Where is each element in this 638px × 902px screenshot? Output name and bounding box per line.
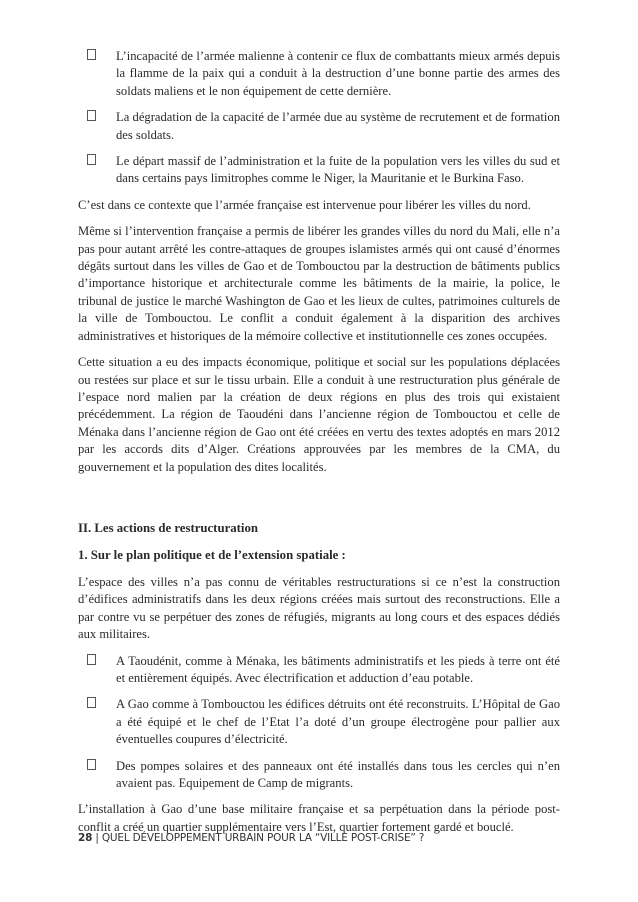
document-page xyxy=(78,48,560,845)
paragraph-intervention: Même si l’intervention française a permis de libérer les grandes villes du nord du Mali, elle n’a pas pour autant arrêté les contre-attaques de groupes islamistes armés qui ont causé d’énormes dégâts surtout dans les villes de Gao et de Tombouctou par la destruction de bâtiments publics d’importance historique et architecturale comme les bâtiments de la mairie, la police, le tribunal de justice le marché Washington de Gao et les lieux de cultes, patrimoines culturels de la ville de Tombouctou. Le conflit a conduit également à la disparition des archives administratives et historiques de la mémoire collective et institutionnelle ces zones occupées. xyxy=(78,224,560,343)
paragraph-impacts: Cette situation a eu des impacts économique, politique et social sur les populations déplacées ou restées sur place et sur le tissu urbain. Elle a conduit à une restructuration plus générale de l’espace nord malien par la création de deux régions en plus des trois qui existaient précédemment. La région de Taoudéni dans l’ancienne région de Tombouctou et celle de Ménaka dans l’ancienne région de Gao ont été créées en vertu des textes adoptés en mars 2012 par les accords dits d’Alger. Créations approuvées par les membres de la CMA, du gouvernement et la population des dites localités. xyxy=(78,355,560,474)
list-item-text: Des pompes solaires et des panneaux ont été installés dans tous les cercles qui n’en avaient pas. Equipement de Camp de migrants. xyxy=(116,758,560,790)
list-item xyxy=(78,653,560,688)
checkbox-bullet-icon xyxy=(87,697,96,708)
list-item xyxy=(78,48,560,100)
subsection-heading: 1. Sur le plan politique et de l’extension spatiale : xyxy=(78,547,346,562)
list-item xyxy=(78,758,560,793)
list-item-text: Le départ massif de l’administration et la fuite de la population vers les villes du sud et dans certains pays limitrophes comme le Niger, la Mauritanie et le Burkina Faso. xyxy=(116,154,560,186)
paragraph-final: L’installation à Gao d’une base militaire française et sa perpétuation dans la période post-conflit a créé un quartier supplémentaire vers l’Est, quartier fortement gardé et bouclé. xyxy=(78,802,560,834)
list-item xyxy=(78,109,560,144)
list-item-text: A Taoudénit, comme à Ménaka, les bâtiments administratifs et les pieds à terre ont été et entièrement équipés. Avec électrification et adduction d’eau potable. xyxy=(116,653,560,685)
paragraph-spatial: L’espace des villes n’a pas connu de véritables restructurations si ce n’est la construction d’édifices administratifs dans les deux régions créées mais surtout des reconstructions. Elle a par contre vu se perpétuer des zones de réfugiés, migrants au long cours et des espaces dédiés aux militaires. xyxy=(78,574,560,642)
checkbox-bullet-icon xyxy=(87,110,96,121)
checkbox-bullet-icon xyxy=(87,154,96,165)
page-number: 28 xyxy=(78,832,93,844)
section-heading: II. Les actions de restructuration xyxy=(78,520,258,535)
paragraph-context: C’est dans ce contexte que l’armée française est intervenue pour libérer les villes du nord. xyxy=(78,197,531,212)
checkbox-bullet-icon xyxy=(87,49,96,60)
list-item xyxy=(78,696,560,748)
footer-title: QUEL DÉVELOPPEMENT URBAIN POUR LA “VILLE POST-CRISE” ? xyxy=(101,832,425,844)
list-item-text: L’incapacité de l’armée malienne à contenir ce flux de combattants mieux armés depuis la flamme de la paix qui a conduit à la destruction d’une bonne partie des armes des soldats maliens et le non équipement de cette dernière. xyxy=(116,49,560,98)
page-footer xyxy=(78,832,424,844)
footer-separator: | xyxy=(95,832,99,844)
checkbox-bullet-icon xyxy=(87,654,96,665)
list-item xyxy=(78,153,560,188)
list-item-text: La dégradation de la capacité de l’armée due au système de recrutement et de formation des soldats. xyxy=(116,110,560,142)
list-item-text: A Gao comme à Tombouctou les édifices détruits ont été reconstruits. L’Hôpital de Gao a été équipé et le chef de l’Etat l’a doté d’un groupe électrogène pour pallier aux éventuelles coupures d’électricité. xyxy=(116,697,560,747)
checkbox-bullet-icon xyxy=(87,759,96,770)
